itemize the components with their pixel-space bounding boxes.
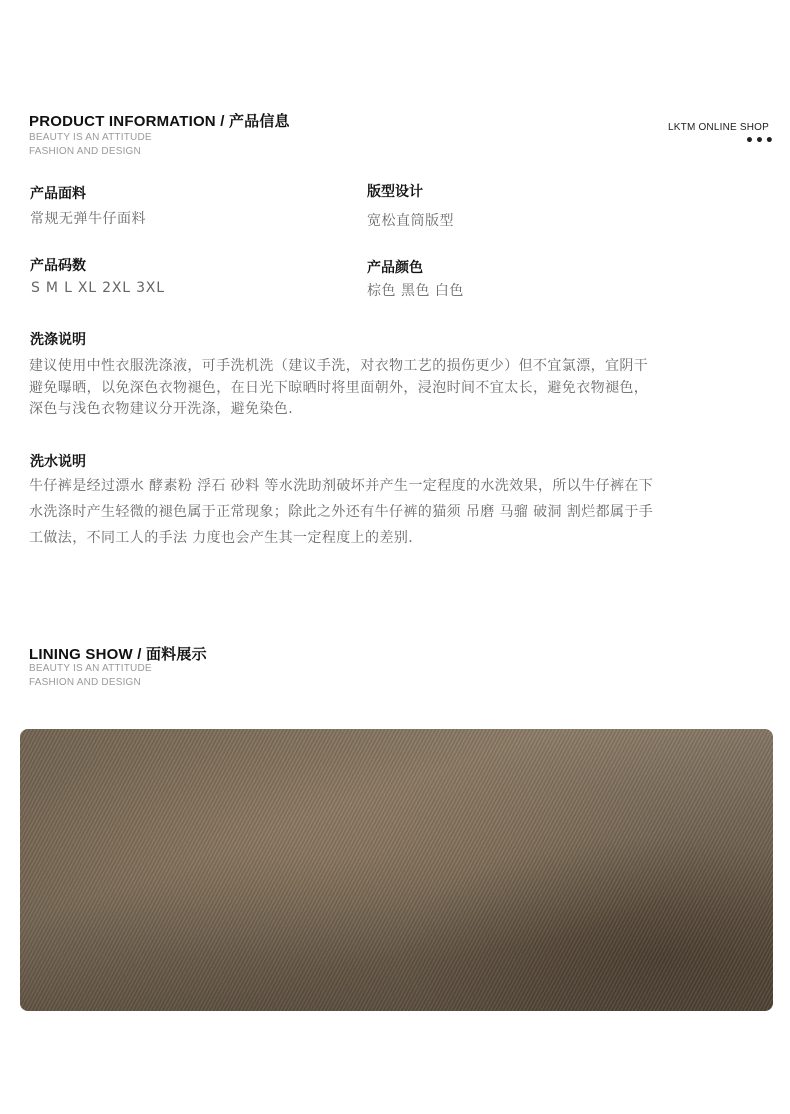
washing-line: 避免曝晒，以免深色衣物褪色，在日光下晾晒时将里面朝外，浸泡时间不宜太长，避免衣物褪色， — [29, 379, 649, 396]
fabric-label: 产品面料 — [30, 186, 86, 202]
water-wash-line: 水洗涤时产生轻微的褪色属于正常现象；除此之外还有牛仔裤的猫须 吊磨 马骝 破洞 割烂都属于手 — [29, 504, 654, 520]
water-wash-title: 洗水说明 — [30, 454, 86, 470]
fit-value: 宽松直筒版型 — [367, 213, 454, 229]
color-value: 棕色 黑色 白色 — [367, 283, 464, 299]
fit-label: 版型设计 — [367, 184, 423, 200]
product-info-subtitle-2: FASHION AND DESIGN — [29, 146, 141, 157]
lining-show-subtitle-2: FASHION AND DESIGN — [29, 677, 141, 688]
washing-line: 深色与浅色衣物建议分开洗涤，避免染色. — [29, 401, 294, 417]
more-dots-icon: ••• — [745, 133, 775, 149]
fabric-swatch-image — [20, 729, 773, 1011]
fabric-value: 常规无弹牛仔面料 — [30, 211, 146, 227]
fabric-shading — [20, 729, 773, 1011]
size-label: 产品码数 — [30, 258, 86, 274]
product-info-title: PRODUCT INFORMATION / 产品信息 — [29, 113, 290, 130]
size-value: S M L XL 2XL 3XL — [31, 280, 165, 296]
lining-show-title: LINING SHOW / 面料展示 — [29, 646, 207, 663]
washing-line: 建议使用中性衣服洗涤液，可手洗机洗（建议手洗，对衣物工艺的损伤更少）但不宜氯漂，宜阴干 — [29, 358, 649, 374]
water-wash-line: 牛仔裤是经过漂水 酵素粉 浮石 砂料 等水洗助剂破坏并产生一定程度的水洗效果，所以牛仔裤在下 — [29, 478, 654, 494]
product-info-subtitle-1: BEAUTY IS AN ATTITUDE — [29, 132, 152, 143]
water-wash-line: 工做法，不同工人的手法 力度也会产生其一定程度上的差别. — [29, 530, 414, 546]
brand-name: LKTM ONLINE SHOP — [668, 122, 769, 133]
washing-text — [29, 356, 648, 421]
lining-show-subtitle-1: BEAUTY IS AN ATTITUDE — [29, 663, 152, 674]
washing-title: 洗涤说明 — [30, 332, 86, 348]
water-wash-text — [29, 473, 653, 551]
color-label: 产品颜色 — [367, 260, 423, 276]
